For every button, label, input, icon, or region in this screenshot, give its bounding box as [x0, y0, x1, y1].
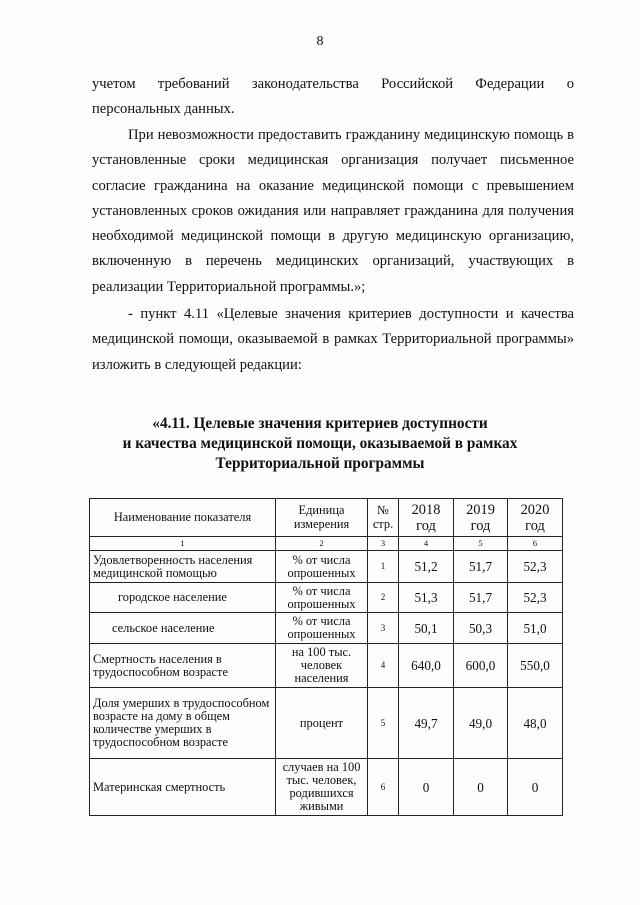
index-cell: 3 — [368, 537, 399, 551]
indicator-unit: % от числа опрошенных — [276, 583, 368, 613]
paragraph-refusal — [92, 123, 574, 300]
value-2018: 50,1 — [399, 613, 454, 644]
indicator-name: Смертность населения в трудоспособном возрасте — [90, 644, 276, 688]
table-row — [90, 644, 563, 688]
index-cell: 5 — [454, 537, 508, 551]
value-2020: 52,3 — [508, 583, 563, 613]
value-2019: 600,0 — [454, 644, 508, 688]
indicator-name: сельское население — [90, 613, 276, 644]
indicator-name: Удовлетворенность населения медицинской помощью — [90, 551, 276, 583]
header-year-2020: 2020 год — [508, 499, 563, 537]
indicator-name: городское население — [90, 583, 276, 613]
indicator-unit: % от числа опрошенных — [276, 551, 368, 583]
table-row — [90, 583, 563, 613]
row-number: 2 — [368, 583, 399, 613]
value-2020: 48,0 — [508, 688, 563, 759]
table-row — [90, 551, 563, 583]
paragraph-text: При невозможности предоставить гражданину медицинскую помощь в установленные сроки медицинская организация получает письменное согласие гражданина на оказание медицинской помощи с превышением установленных сроков ожидания или направляет гражданина для получения необходимой медицинской помощи в другую медицинскую организацию, включенную в перечень медицинских организаций, участвующих в реализации Территориальной программы.»; — [92, 127, 574, 295]
value-2019: 0 — [454, 759, 508, 816]
indicator-unit: случаев на 100 тыс. человек, родившихся живыми — [276, 759, 368, 816]
row-number: 6 — [368, 759, 399, 816]
section-title-line: Территориальной программы — [215, 454, 425, 472]
paragraph-line: персональных данных. — [92, 101, 235, 118]
value-2018: 49,7 — [399, 688, 454, 759]
paragraph-line: учетом требований законодательства Российской Федерации о — [92, 76, 574, 92]
indicators-table — [89, 498, 563, 816]
paragraph-amendment — [92, 302, 574, 378]
header-year-2018: 2018 год — [399, 499, 454, 537]
section-title — [0, 414, 640, 473]
value-2020: 0 — [508, 759, 563, 816]
index-cell: 2 — [276, 537, 368, 551]
indicator-unit: % от числа опрошенных — [276, 613, 368, 644]
header-row-number: № стр. — [368, 499, 399, 537]
table-row — [90, 688, 563, 759]
page-number: 8 — [316, 34, 324, 49]
row-number: 3 — [368, 613, 399, 644]
header-indicator-name: Наименование показателя — [90, 499, 276, 537]
indicator-unit: процент — [276, 688, 368, 759]
index-cell: 4 — [399, 537, 454, 551]
index-cell: 6 — [508, 537, 563, 551]
indicator-name: Материнская смертность — [90, 759, 276, 816]
value-2019: 49,0 — [454, 688, 508, 759]
value-2020: 550,0 — [508, 644, 563, 688]
value-2018: 51,2 — [399, 551, 454, 583]
header-unit: Единица измерения — [276, 499, 368, 537]
value-2019: 51,7 — [454, 583, 508, 613]
value-2020: 51,0 — [508, 613, 563, 644]
header-year-2019: 2019 год — [454, 499, 508, 537]
paragraph-personal-data — [92, 72, 574, 123]
value-2019: 51,7 — [454, 551, 508, 583]
value-2018: 0 — [399, 759, 454, 816]
value-2018: 51,3 — [399, 583, 454, 613]
table-row — [90, 759, 563, 816]
section-title-line: «4.11. Целевые значения критериев доступности — [152, 415, 488, 432]
value-2018: 640,0 — [399, 644, 454, 688]
row-number: 4 — [368, 644, 399, 688]
value-2019: 50,3 — [454, 613, 508, 644]
table-index-row — [90, 537, 563, 551]
indicator-name: Доля умерших в трудоспособном возрасте на дому в общем количестве умерших в трудоспособном возрасте — [90, 688, 276, 759]
paragraph-text: - пункт 4.11 «Целевые значения критериев доступности и качества медицинской помощи, оказываемой в рамках Территориальной программы» изложить в следующей редакции: — [92, 306, 574, 373]
row-number: 5 — [368, 688, 399, 759]
row-number: 1 — [368, 551, 399, 583]
index-cell: 1 — [90, 537, 276, 551]
value-2020: 52,3 — [508, 551, 563, 583]
table-row — [90, 613, 563, 644]
indicator-unit: на 100 тыс. человек населения — [276, 644, 368, 688]
section-title-line: и качества медицинской помощи, оказываемой в рамках — [122, 434, 518, 452]
table-header-row — [90, 499, 563, 537]
